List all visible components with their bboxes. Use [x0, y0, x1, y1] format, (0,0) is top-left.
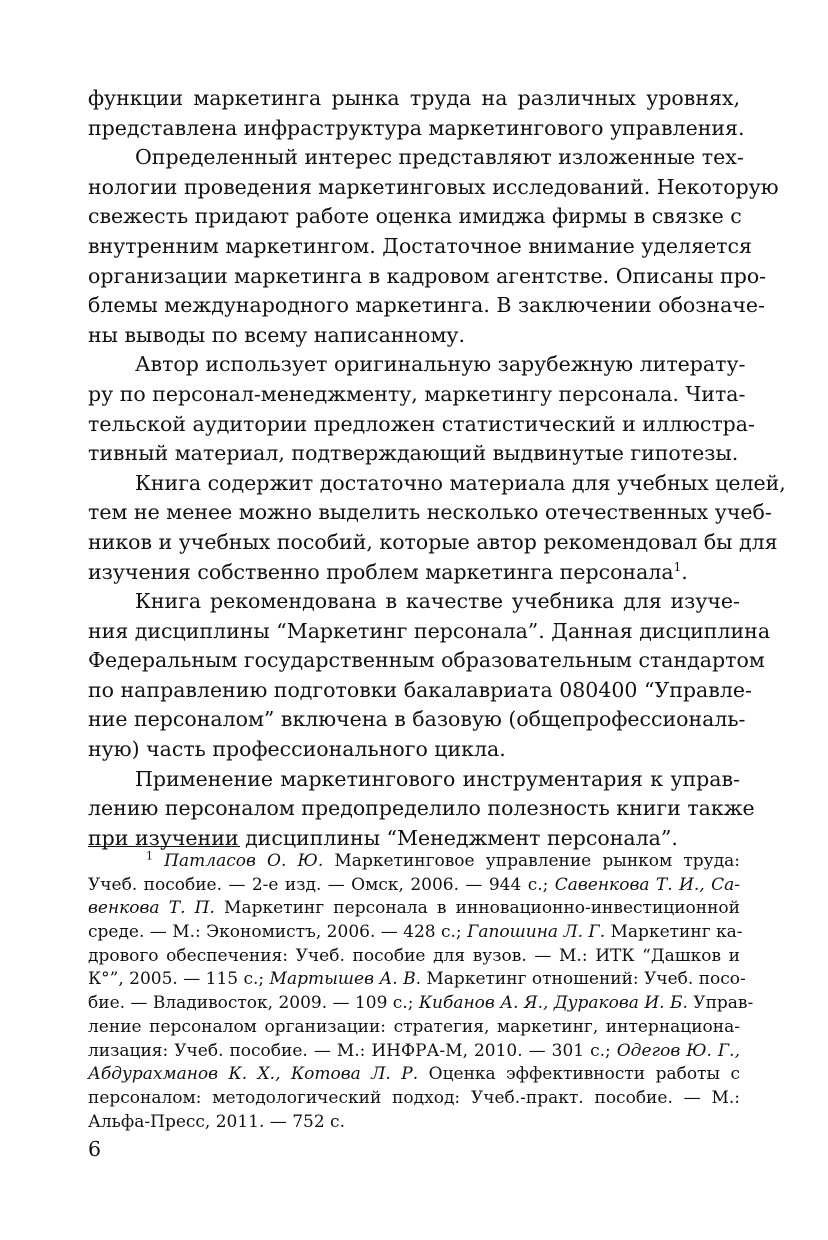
text-line: [88, 646, 765, 676]
text-line: [88, 735, 740, 765]
line-text: ную) часть профессионального цикла.: [88, 737, 506, 762]
citation-text: бие. — Владивосток, 2009. — 109 с.;: [88, 993, 419, 1014]
line-text: тивный материал, подтверждающий выдвинутые гипотезы.: [88, 441, 739, 466]
citation-text: Альфа-Пресс, 2011. — 752 с.: [88, 1111, 345, 1132]
line-text: тем не менее можно выделить несколько отечественных учеб-: [88, 500, 772, 525]
citation-text: Учеб. пособие. — 2-е изд. — Омск, 2006. — 944 с.;: [88, 874, 555, 895]
footnote-line: [88, 1087, 740, 1111]
text-line: [88, 232, 752, 262]
author-name: Абдурахманов К. Х., Котова Л. Р.: [88, 1064, 419, 1085]
line-text: ников и учебных пособий, которые автор рекомендовал бы для: [88, 529, 778, 554]
line-text: организации маркетинга в кадровом агентстве. Описаны про-: [88, 263, 767, 288]
text-line: [88, 705, 746, 735]
citation-text: персоналом: методологический подход: Учеб.-практ. пособие. — М.:: [88, 1087, 740, 1108]
text-line: [88, 498, 772, 528]
author-name: Кибанов А. Я., Дуракова И. Б.: [418, 993, 688, 1014]
citation-text: среде. — М.: Экономистъ, 2006. — 428 с.;: [88, 922, 468, 943]
text-line: [88, 114, 745, 144]
footnote-line: [88, 897, 740, 921]
citation-text: Оценка эффективности работы с: [418, 1064, 741, 1085]
citation-text: Маркетинг ка-: [605, 922, 743, 943]
line-text: блемы международного маркетинга. В заключении обозначе-: [88, 293, 765, 318]
line-text: .: [681, 559, 688, 584]
line-text: ния дисциплины “Маркетинг персонала”. Данная дисциплина: [88, 618, 771, 643]
footnote-line: [88, 1063, 740, 1087]
text-line: [88, 321, 740, 351]
text-line: [88, 410, 755, 440]
citation-text: дрового обеспечения: Учеб. пособие для вузов. — М.: ИТК “Дашков и: [88, 945, 740, 966]
footnote-reference[interactable]: 1: [673, 559, 682, 574]
paragraph: [88, 350, 755, 468]
page-number: 6: [88, 1137, 102, 1161]
text-line: [88, 676, 752, 706]
text-line: [88, 84, 740, 114]
paragraph: [88, 84, 745, 143]
text-line: [88, 291, 765, 321]
citation-text: ление персоналом организации: стратегия, маркетинг, интернациона-: [88, 1016, 740, 1037]
text-line: [88, 794, 755, 824]
line-text: ру по персонал-менеджменту, маркетингу персонала. Чита-: [88, 381, 746, 406]
citation-text: лизация: Учеб. пособие. — М.: ИНФРА-М, 2010. — 301 с.;: [88, 1040, 617, 1061]
footnote-line: [88, 968, 746, 992]
paragraph: [88, 587, 771, 765]
text-line: [88, 558, 740, 588]
text-line: [88, 143, 744, 173]
line-text: тельской аудитории предложен статистический и иллюстра-: [88, 411, 755, 436]
footnote-separator: [88, 846, 240, 847]
footnote-line: [88, 874, 740, 898]
line-text: Автор использует оригинальную зарубежную литерату-: [135, 352, 746, 377]
author-name: Патласов О. Ю.: [164, 851, 324, 871]
footnote-line: [88, 1111, 740, 1135]
citation-text: Маркетинговое управление рынком труда:: [323, 851, 741, 871]
footnotes: [88, 849, 754, 1134]
line-text: Применение маркетингового инструментария к управ-: [135, 766, 740, 791]
text-line: [88, 380, 746, 410]
line-text: изучения собственно проблем маркетинга персонала: [88, 559, 674, 584]
text-line: [88, 765, 740, 795]
line-text: Федеральным государственным образовательным стандартом: [88, 648, 765, 673]
author-name: венкова Т. П.: [88, 898, 215, 919]
text-line: [88, 469, 786, 499]
line-text: ны выводы по всему написанному.: [88, 322, 465, 347]
author-name: Мартышев А. В.: [269, 969, 421, 990]
text-line: [88, 587, 740, 617]
footnote-line: [88, 992, 754, 1016]
paragraph: [88, 765, 755, 854]
footnote-line: [88, 921, 743, 945]
line-text: Книга содержит достаточно материала для учебных целей,: [135, 470, 786, 495]
line-text: при изучении дисциплины “Менеджмент персонала”.: [88, 825, 678, 850]
paragraph: [88, 469, 786, 587]
author-name: Гапошина Л. Г.: [467, 922, 606, 943]
line-text: представлена инфраструктура маркетингового управления.: [88, 115, 745, 140]
citation-text: Маркетинг персонала в инновационно-инвестиционной: [214, 898, 740, 919]
author-name: Одегов Ю. Г.,: [616, 1040, 740, 1061]
footnote-mark: 1: [146, 849, 153, 863]
line-text: функции маркетинга рынка труда на различных уровнях,: [88, 86, 740, 110]
citation-text: Маркетинг отношений: Учеб. посо-: [420, 969, 746, 990]
text-line: [88, 262, 767, 292]
text-line: [88, 528, 778, 558]
author-name: Савенкова Т. И., Са-: [554, 874, 740, 895]
text-line: [88, 173, 779, 203]
footnote-line: [88, 1040, 740, 1064]
footnote-line: [88, 945, 740, 969]
citation-text: К°”, 2005. — 115 с.;: [88, 969, 270, 990]
text-line: [88, 617, 771, 647]
footnote-line: [88, 850, 740, 874]
line-text: нологии проведения маркетинговых исследований. Некоторую: [88, 174, 779, 199]
paragraph: [88, 143, 779, 350]
line-text: лению персоналом предопределило полезность книги также: [88, 796, 755, 821]
line-text: Определенный интерес представляют изложенные тех-: [135, 145, 744, 170]
text-line: [88, 202, 740, 232]
text-line: [88, 350, 746, 380]
footnote-line: [88, 1016, 740, 1040]
line-text: Книга рекомендована в качестве учебника для изуче-: [135, 589, 740, 614]
main-text: [88, 84, 786, 853]
text-line: [88, 439, 740, 469]
line-text: внутренним маркетингом. Достаточное внимание уделяется: [88, 233, 752, 258]
line-text: свежесть придают работе оценка имиджа фирмы в связке с: [88, 204, 742, 229]
text-line: [88, 824, 740, 854]
line-text: ние персоналом” включена в базовую (общепрофессиональ-: [88, 707, 746, 732]
line-text: по направлению подготовки бакалавриата 080400 “Управле-: [88, 677, 752, 702]
citation-text: Управ-: [687, 993, 754, 1014]
